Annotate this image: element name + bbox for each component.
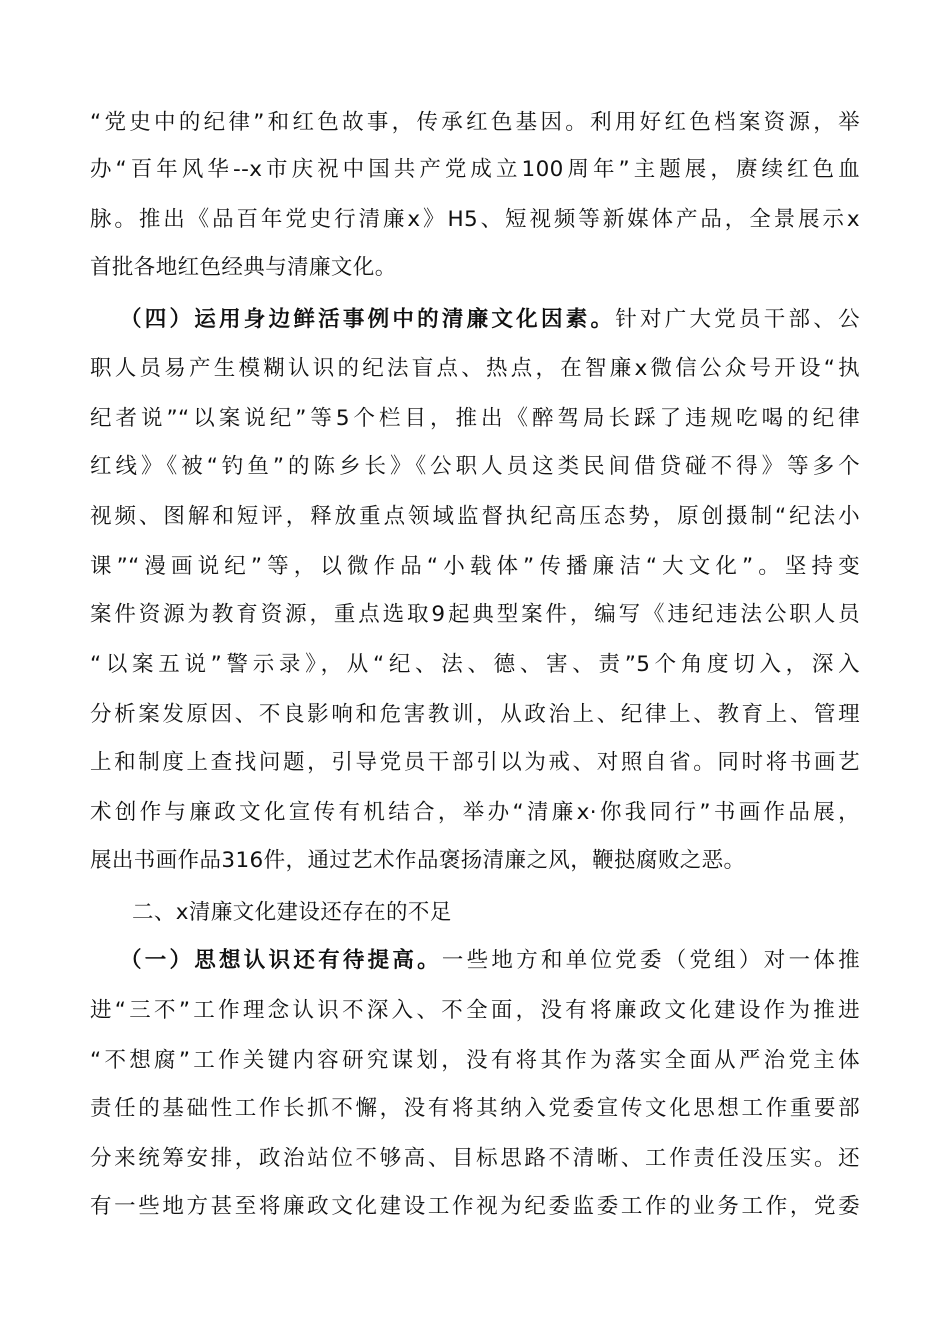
text-line: 纪者说”“以案说纪”等5个栏目，推出《醉驾局长踩了违规吃喝的纪律 bbox=[90, 406, 860, 431]
text-line: 展出书画作品316件，通过艺术作品褒扬清廉之风，鞭挞腐败之恶。 bbox=[90, 848, 746, 873]
text-line: 首批各地红色经典与清廉文化。 bbox=[90, 255, 397, 280]
text-line: 视频、图解和短评，释放重点领域监督执纪高压态势，原创摄制“纪法小 bbox=[90, 504, 860, 529]
text-line: 分来统筹安排，政治站位不够高、目标思路不清晰、工作责任没压实。还 bbox=[90, 1146, 860, 1171]
section-two-paragraph-one-first-line bbox=[120, 946, 860, 976]
text-line: 上和制度上查找问题，引导党员干部引以为戒、对照自省。同时将书画艺 bbox=[90, 750, 860, 775]
paragraph-text: 针对广大党员干部、公 bbox=[615, 307, 860, 332]
text-line: 有一些地方甚至将廉政文化建设工作视为纪委监委工作的业务工作，党委 bbox=[90, 1194, 860, 1219]
paragraph-four-first-line bbox=[120, 305, 860, 335]
text-line: 课”“漫画说纪”等，以微作品“小载体”传播廉洁“大文化”。坚持变 bbox=[90, 554, 860, 579]
text-line: 进“三不”工作理念认识不深入、不全面，没有将廉政文化建设作为推进 bbox=[90, 998, 860, 1023]
text-line: 办“百年风华--x市庆祝中国共产党成立100周年”主题展，赓续红色血 bbox=[90, 157, 860, 182]
text-line: 责任的基础性工作长抓不懈，没有将其纳入党委宣传文化思想工作重要部 bbox=[90, 1096, 860, 1121]
paragraph-heading-bold: （一）思想认识还有待提高。 bbox=[120, 948, 442, 973]
text-line: 红线》《被“钓鱼”的陈乡长》《公职人员这类民间借贷碰不得》等多个 bbox=[90, 454, 860, 479]
text-line: 分析案发原因、不良影响和危害教训，从政治上、纪律上、教育上、管理 bbox=[90, 702, 860, 727]
text-line: 术创作与廉政文化宣传有机结合，举办“清廉x·你我同行”书画作品展， bbox=[90, 800, 860, 825]
paragraph-heading-bold: （四）运用身边鲜活事例中的清廉文化因素。 bbox=[120, 307, 616, 332]
text-line: “以案五说”警示录》，从“纪、法、德、害、责”5个角度切入，深入 bbox=[90, 652, 860, 677]
text-line: 案件资源为教育资源，重点选取9起典型案件，编写《违纪违法公职人员 bbox=[90, 602, 860, 627]
text-line: 脉。推出《品百年党史行清廉x》H5、短视频等新媒体产品，全景展示x bbox=[90, 207, 860, 232]
section-heading: 二、x清廉文化建设还存在的不足 bbox=[132, 900, 452, 925]
text-line: “不想腐”工作关键内容研究谋划，没有将其作为落实全面从严治党主体 bbox=[90, 1048, 860, 1073]
text-line: “党史中的纪律”和红色故事，传承红色基因。利用好红色档案资源，举 bbox=[90, 110, 860, 135]
paragraph-text: 一些地方和单位党委（党组）对一体推 bbox=[441, 948, 860, 973]
text-line: 职人员易产生模糊认识的纪法盲点、热点，在智廉x微信公众号开设“执 bbox=[90, 356, 860, 381]
